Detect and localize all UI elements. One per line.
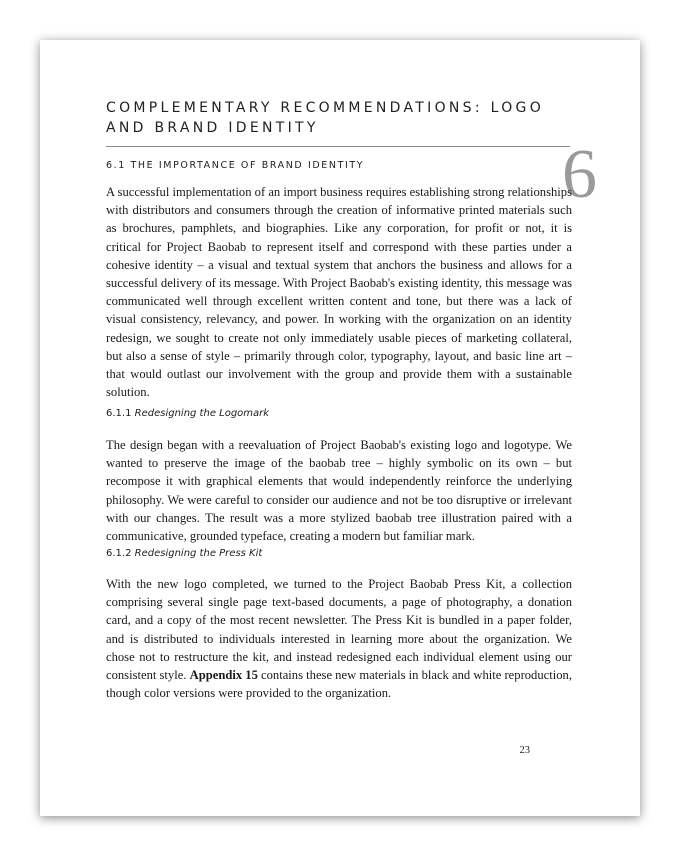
appendix-reference: Appendix 15 <box>189 668 258 683</box>
subsection-heading-logomark <box>106 408 269 419</box>
logomark-paragraph: The design began with a reevaluation of Project Baobab's existing logo and logotype. We wanted to preserve the image of the baobab tree – highly symbolic on its own – but recompose it with graphical elements that would independently reinforce the underlying philosophy. We were careful to consider our audience and not be too disruptive or irrelevant with our changes. The result was a more stylized baobab tree illustration paired with a communicative, grounded typeface, creating a modern but familiar mark. <box>106 438 572 544</box>
subsection-heading-press-kit <box>106 548 262 559</box>
subsection-title: Redesigning the Press Kit <box>134 548 263 559</box>
document-page <box>40 40 640 816</box>
title-divider <box>106 146 570 147</box>
press-kit-text-before: With the new logo completed, we turned to the Project Baobab Press Kit, a collection comprising several single page text-based documents, a page of photography, a donation card, and a copy of the most recent newsletter. The Press Kit is bundled in a paper folder, and is distributed to individuals interested in learning more about the organization. We chose not to restructure the kit, and instead redesigned each individual element using our consistent style. <box>106 577 572 683</box>
subsection-number: 6.1.2 <box>106 548 132 559</box>
section-paragraph: A successful implementation of an import business requires establishing strong relationships with distributors and consumers through the creation of informative printed materials such as brochures, pamphlets, and biographies. Like any corporation, for profit or not, it is critical for Project Baobab to represent itself and correspond with these parties under a cohesive identity – a visual and textual system that anchors the business and allows for a successful delivery of its message. With Project Baobab's existing identity, this message was communicated well through excellent written content and tone, but there was a lack of visual consistency, relevancy, and power. In working with the organization on an identity redesign, we sought to create not only immediately usable pieces of marketing collateral, but also a sense of style – primarily through color, typography, layout, and basic line art – that would outlast our involvement with the group and provide them with a sustainable solution. <box>106 185 572 400</box>
press-kit-text-after: contains these new materials in black and white reproduction, though color versions were provided to the organization. <box>106 668 572 701</box>
subsection-number: 6.1.1 <box>106 408 132 419</box>
press-kit-paragraph <box>106 575 572 702</box>
section-heading: 6.1 THE IMPORTANCE OF BRAND IDENTITY <box>106 160 365 171</box>
page-number: 23 <box>519 745 530 756</box>
subsection-title: Redesigning the Logomark <box>134 408 270 419</box>
chapter-title: COMPLEMENTARY RECOMMENDATIONS: LOGO AND BRAND IDENTITY <box>106 100 545 136</box>
chapter-number: 6 <box>562 136 597 213</box>
